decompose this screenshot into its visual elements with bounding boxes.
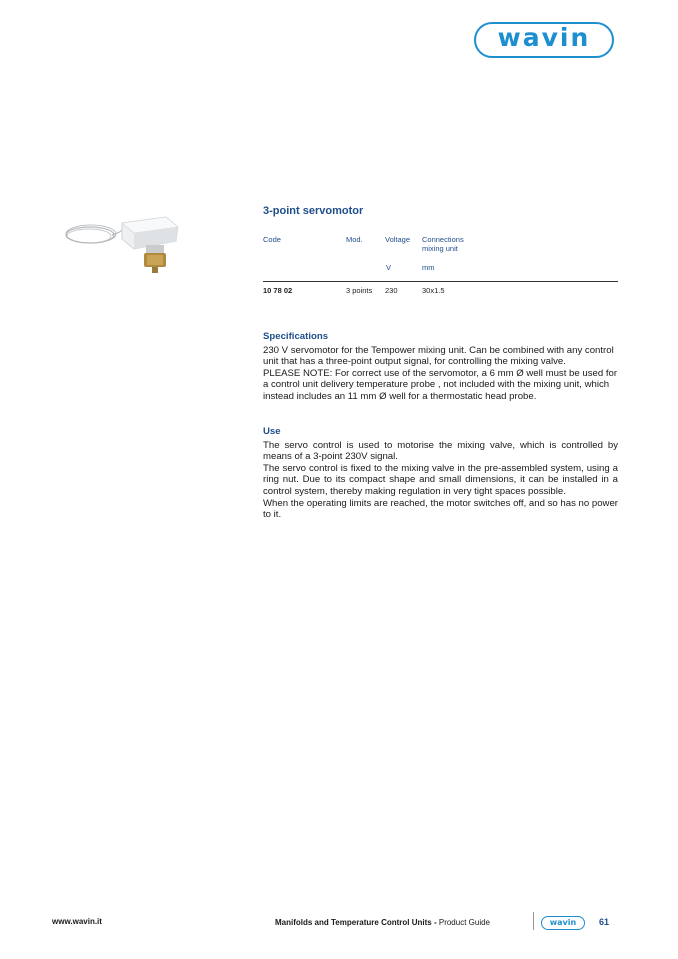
wavin-logo	[474, 22, 614, 58]
table-divider	[263, 281, 618, 282]
use-heading: Use	[263, 426, 281, 437]
use-section	[263, 426, 618, 521]
product-title: 3-point servomotor	[263, 205, 364, 217]
footer-guide-rest: Product Guide	[438, 918, 490, 927]
logo-text: wavin	[497, 23, 591, 52]
cell-connections: 30x1.5	[422, 286, 445, 295]
header-connections-sub: mixing unit	[422, 244, 458, 253]
specifications-heading: Specifications	[263, 331, 329, 342]
specifications-text-1: 230 V servomotor for the Tempower mixing unit. Can be combined with any control unit that has a three-point output signal, for controlling the mixing valve.	[263, 344, 614, 368]
cell-voltage: 230	[385, 286, 398, 295]
specifications-text-2: PLEASE NOTE: For correct use of the servomotor, a 6 mm Ø well must be used for a control unit delivery temperature probe , not included with the mixing unit, which instead includes an 11 mm Ø well for a thermostatic head probe.	[263, 367, 618, 402]
header-code: Code	[263, 235, 281, 244]
cell-mod: 3 points	[346, 286, 373, 295]
use-text-3: When the operating limits are reached, the motor switches off, and so has no power to it.	[263, 497, 618, 521]
specifications-section	[263, 331, 618, 403]
footer-website[interactable]: www.wavin.it	[52, 917, 102, 926]
unit-connections: mm	[422, 263, 435, 272]
header-mod: Mod.	[346, 235, 363, 244]
footer-logo-text: wavin	[549, 918, 577, 927]
footer-divider	[533, 912, 534, 930]
header-voltage: Voltage	[385, 235, 411, 244]
footer-logo	[541, 916, 585, 930]
use-text-1: The servo control is used to motorise the mixing valve, which is controlled by means of a 3-point 230V signal.	[263, 439, 618, 463]
page-number: 61	[599, 917, 610, 927]
unit-voltage: V	[386, 263, 392, 272]
cell-code: 10 78 02	[263, 286, 293, 295]
footer-guide-bold: Manifolds and Temperature Control Units -	[275, 918, 439, 927]
footer-guide-title	[275, 918, 490, 927]
header-connections: Connections	[422, 235, 464, 244]
servomotor-image	[62, 205, 190, 285]
use-text-2: The servo control is fixed to the mixing valve in the pre-assembled system, using a ring nut. Due to its compact shape and small dimensions, it can be installed in a control system, thereby making regulation in very tight spaces possible.	[263, 462, 618, 497]
